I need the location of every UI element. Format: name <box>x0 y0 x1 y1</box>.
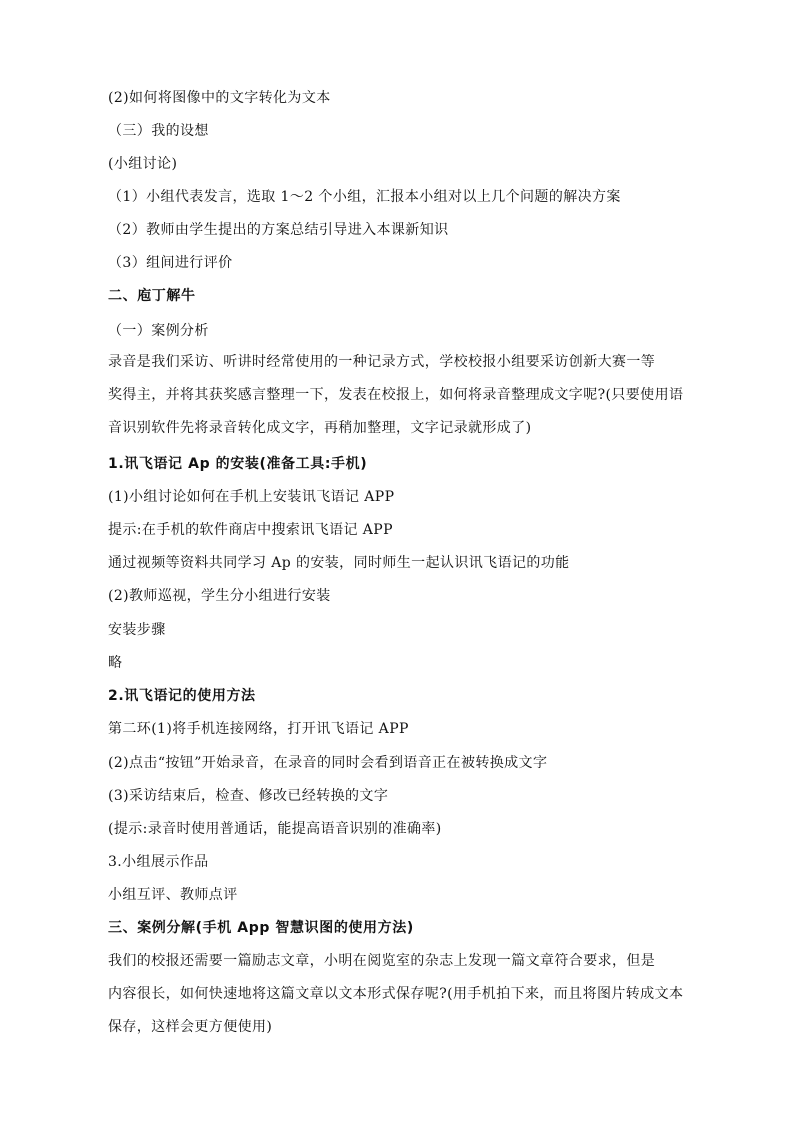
paragraph-line: 内容很长，如何快速地将这篇文章以文本形式保存呢?(用手机拍下来，而且将图片转成文本 <box>108 986 684 1002</box>
text-line: （2）教师由学生提出的方案总结引导进入本课新知识 <box>108 222 449 238</box>
section-heading: 2.讯飞语记的使用方法 <box>108 688 256 704</box>
paragraph <box>108 945 718 1044</box>
text-line: 第二环(1)将手机连接网络，打开讯飞语记 APP <box>108 721 409 737</box>
paragraph-line: 保存，这样会更方便使用) <box>108 1019 273 1035</box>
text-line: 略 <box>108 655 123 671</box>
text-line: 提示:在手机的软件商店中搜索讯飞语记 APP <box>108 522 393 538</box>
text-line: (1)小组讨论如何在手机上安装讯飞语记 APP <box>108 489 395 505</box>
text-line: (2)点击“按钮”开始录音，在录音的同时会看到语音正在被转换成文字 <box>108 755 548 771</box>
text-line: （1）小组代表发言，选取 1～2 个小组，汇报本小组对以上几个问题的解决方案 <box>108 189 621 205</box>
text-line: (提示:录音时使用普通话，能提高语音识别的准确率) <box>108 821 442 837</box>
section-heading: 1.讯飞语记 Ap 的安装(准备工具:手机) <box>108 456 368 472</box>
text-line: （3）组间进行评价 <box>108 255 233 271</box>
paragraph-line: 录音是我们采访、听讲时经常使用的一种记录方式，学校校报小组要采访创新大赛一等 <box>108 354 656 370</box>
text-line: 安装步骤 <box>108 622 166 638</box>
text-line: 小组互评、教师点评 <box>108 887 238 903</box>
subsection-heading: （一）案例分析 <box>108 323 209 339</box>
text-line: 3.小组展示作品 <box>108 854 209 870</box>
text-line: (小组讨论) <box>108 156 178 172</box>
paragraph-line: 我们的校报还需要一篇励志文章，小明在阅览室的杂志上发现一篇文章符合要求，但是 <box>108 953 656 969</box>
section-heading: （三）我的设想 <box>108 123 209 139</box>
text-line: (2)教师巡视，学生分小组进行安装 <box>108 588 331 604</box>
text-line: 通过视频等资料共同学习 Ap 的安装，同时师生一起认识讯飞语记的功能 <box>108 555 570 571</box>
text-line: (3)采访结束后，检查、修改已经转换的文字 <box>108 788 389 804</box>
paragraph-line: 音识别软件先将录音转化成文字，再稍加整理，文字记录就形成了) <box>108 420 532 436</box>
text-line: (2)如何将图像中的文字转化为文本 <box>108 90 331 106</box>
section-heading: 二、庖丁解牛 <box>108 288 196 304</box>
paragraph <box>108 346 718 445</box>
paragraph-line: 奖得主，并将其获奖感言整理一下，发表在校报上，如何将录音整理成文字呢?(只要使用语 <box>108 387 684 403</box>
section-heading: 三、案例分解(手机 App 智慧识图的使用方法) <box>108 920 414 936</box>
